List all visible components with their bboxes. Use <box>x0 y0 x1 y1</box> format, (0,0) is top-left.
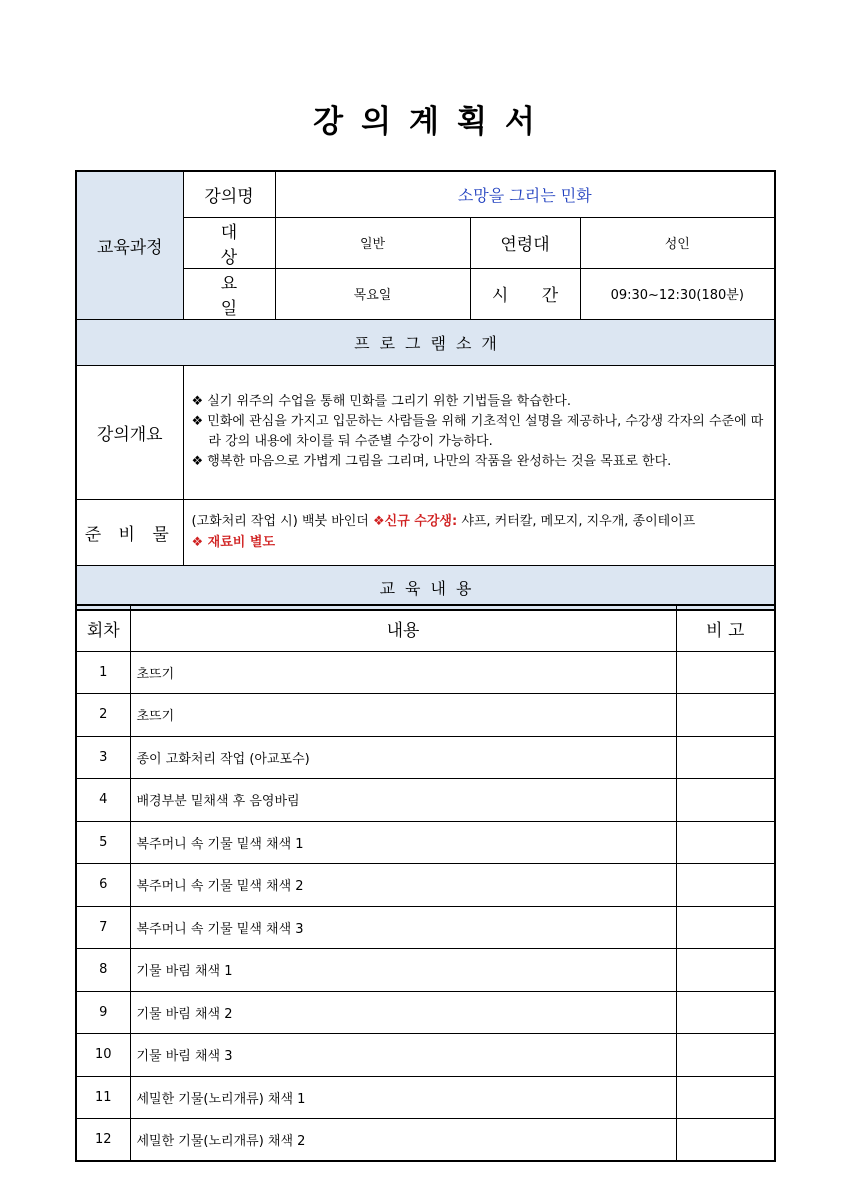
content-heading: 교육내용 <box>76 565 775 610</box>
session-content: 기물 바림 채색 2 <box>130 991 676 1033</box>
bullet-icon: ❖ <box>191 394 204 409</box>
session-content: 종이 고화처리 작업 (아교포수) <box>130 736 676 778</box>
table-row <box>76 778 775 821</box>
overview-content <box>183 365 775 499</box>
table-row <box>76 651 775 693</box>
session-note <box>676 991 775 1033</box>
course-section-label: 교육과정 <box>76 171 183 319</box>
session-number: 7 <box>76 906 130 948</box>
session-content: 초뜨기 <box>130 651 676 693</box>
age-label: 연령대 <box>470 217 580 268</box>
table-row <box>76 906 775 948</box>
col-note-header: 비 고 <box>676 605 775 651</box>
session-content: 복주머니 속 기물 밑색 채색 3 <box>130 906 676 948</box>
day-label: 요 일 <box>183 268 275 319</box>
program-intro-heading: 프로그램소개 <box>76 319 775 365</box>
session-content: 세밀한 기물(노리개류) 채색 1 <box>130 1076 676 1118</box>
materials-new-items: 샤프, 커터칼, 메모지, 지우개, 종이테이프 <box>457 514 696 529</box>
overview-item: ❖ 민화에 관심을 가지고 입문하는 사람들을 위해 기초적인 설명을 제공하나, 수강생 각자의 수준에 따라 강의 내용에 차이를 둬 수준별 수강이 가능하다. <box>191 414 764 449</box>
table-row <box>76 693 775 736</box>
session-number: 11 <box>76 1076 130 1118</box>
session-number: 9 <box>76 991 130 1033</box>
session-note <box>676 693 775 736</box>
session-note <box>676 821 775 863</box>
session-content: 기물 바림 채색 3 <box>130 1033 676 1076</box>
session-number: 1 <box>76 651 130 693</box>
session-note <box>676 1033 775 1076</box>
session-content: 배경부분 밑채색 후 음영바림 <box>130 778 676 821</box>
session-note <box>676 651 775 693</box>
session-content: 초뜨기 <box>130 693 676 736</box>
table-row <box>76 863 775 906</box>
table-row <box>76 821 775 863</box>
bullet-icon: ❖ <box>191 414 204 429</box>
session-note <box>676 778 775 821</box>
time-value: 09:30~12:30(180분) <box>580 268 775 319</box>
session-content: 세밀한 기물(노리개류) 채색 2 <box>130 1118 676 1161</box>
table-row <box>76 948 775 991</box>
target-value: 일반 <box>275 217 470 268</box>
content-table <box>75 604 776 1162</box>
materials-new-label: ❖신규 수강생: <box>373 514 458 529</box>
session-content: 복주머니 속 기물 밑색 채색 1 <box>130 821 676 863</box>
table-row <box>76 991 775 1033</box>
age-value: 성인 <box>580 217 775 268</box>
session-number: 10 <box>76 1033 130 1076</box>
time-label: 시 간 <box>470 268 580 319</box>
session-note <box>676 863 775 906</box>
course-name-label: 강의명 <box>183 171 275 217</box>
session-number: 6 <box>76 863 130 906</box>
materials-fee: ❖ 재료비 별도 <box>191 535 275 550</box>
session-note <box>676 736 775 778</box>
materials-text: (고화처리 작업 시) 백붓 바인더 <box>191 514 374 529</box>
col-session-header: 회차 <box>76 605 130 651</box>
session-number: 3 <box>76 736 130 778</box>
table-row <box>76 736 775 778</box>
session-note <box>676 1076 775 1118</box>
session-note <box>676 948 775 991</box>
session-content: 기물 바림 채색 1 <box>130 948 676 991</box>
course-info-table <box>75 170 776 611</box>
page-title: 강의계획서 <box>313 104 553 140</box>
course-name-value: 소망을 그리는 민화 <box>275 171 775 217</box>
session-number: 4 <box>76 778 130 821</box>
session-number: 12 <box>76 1118 130 1161</box>
session-number: 8 <box>76 948 130 991</box>
table-row <box>76 1076 775 1118</box>
col-content-header: 내용 <box>130 605 676 651</box>
session-note <box>676 1118 775 1161</box>
overview-item: ❖ 실기 위주의 수업을 통해 민화를 그리기 위한 기법들을 학습한다. <box>191 394 571 409</box>
materials-content <box>183 499 775 565</box>
table-row <box>76 1033 775 1076</box>
table-row <box>76 1118 775 1161</box>
day-value: 목요일 <box>275 268 470 319</box>
overview-label: 강의개요 <box>76 365 183 499</box>
target-label: 대 상 <box>183 217 275 268</box>
session-number: 2 <box>76 693 130 736</box>
bullet-icon: ❖ <box>191 454 204 469</box>
session-number: 5 <box>76 821 130 863</box>
session-content: 복주머니 속 기물 밑색 채색 2 <box>130 863 676 906</box>
materials-label: 준 비 물 <box>76 499 183 565</box>
overview-item: ❖ 행복한 마음으로 가볍게 그림을 그리며, 나만의 작품을 완성하는 것을 목표로 한다. <box>191 454 672 469</box>
session-note <box>676 906 775 948</box>
